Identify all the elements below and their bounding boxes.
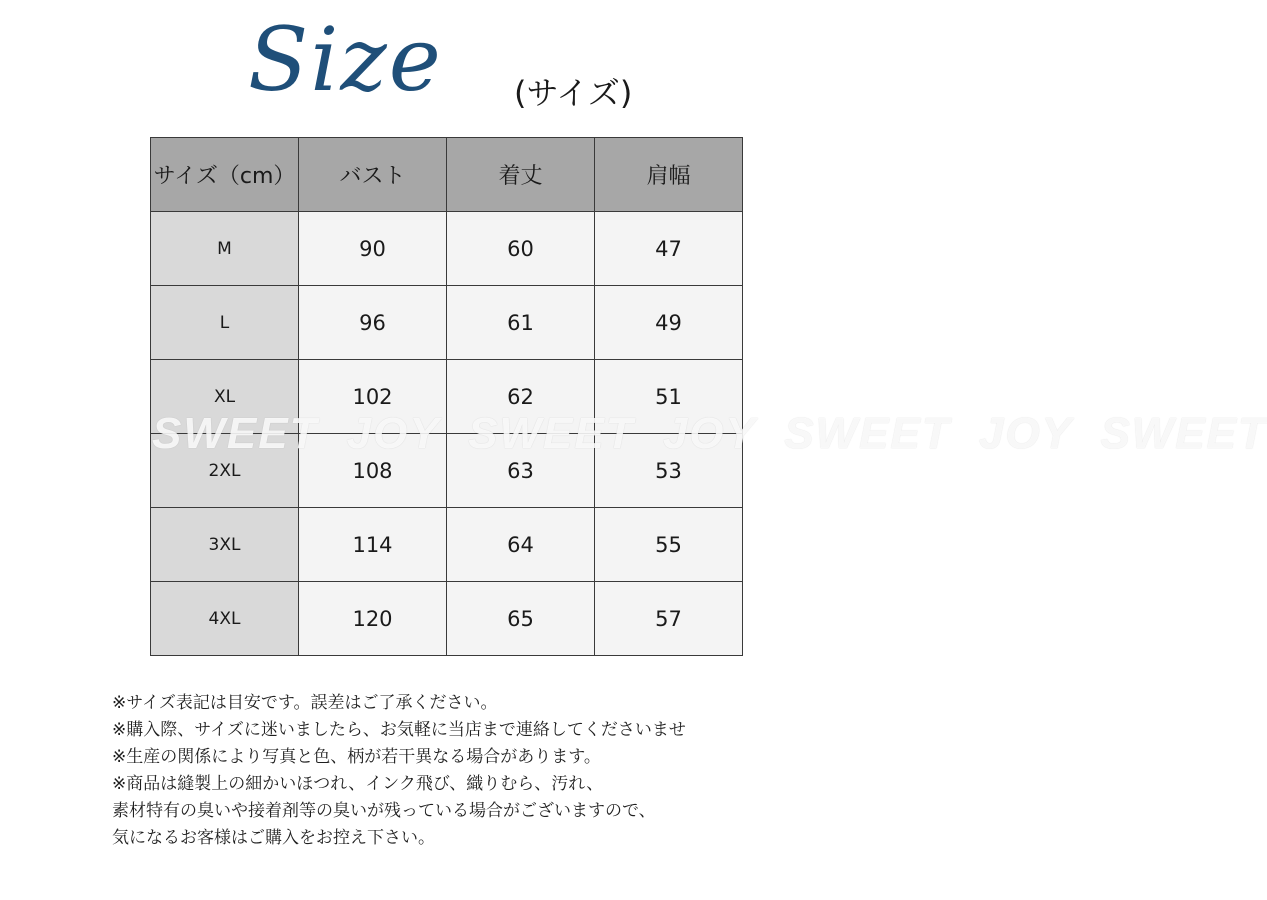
title-subtitle: (サイズ) <box>514 74 633 112</box>
table-row <box>151 434 743 508</box>
table-row <box>151 286 743 360</box>
size-table <box>150 137 743 656</box>
table-row <box>151 360 743 434</box>
bust-cell: 108 <box>299 434 447 508</box>
size-cell: 4XL <box>151 582 299 656</box>
shoulder-cell: 53 <box>595 434 743 508</box>
header-length: 着丈 <box>447 138 595 212</box>
header-size: サイズ（cm） <box>151 138 299 212</box>
header-bust: バスト <box>299 138 447 212</box>
note-line: ※商品は縫製上の細かいほつれ、インク飛び、織りむら、汚れ、 <box>112 774 604 794</box>
note-line: ※生産の関係により写真と色、柄が若干異なる場合があります。 <box>112 747 601 767</box>
note-line: ※購入際、サイズに迷いましたら、お気軽に当店まで連絡してくださいませ <box>112 720 686 740</box>
bust-cell: 114 <box>299 508 447 582</box>
table-row <box>151 582 743 656</box>
length-cell: 65 <box>447 582 595 656</box>
size-cell: XL <box>151 360 299 434</box>
title <box>248 4 668 116</box>
header-shoulder: 肩幅 <box>595 138 743 212</box>
table-header-row <box>151 138 743 212</box>
bust-cell: 96 <box>299 286 447 360</box>
table-row <box>151 212 743 286</box>
bust-cell: 102 <box>299 360 447 434</box>
shoulder-cell: 57 <box>595 582 743 656</box>
notes <box>112 690 852 852</box>
shoulder-cell: 47 <box>595 212 743 286</box>
size-cell: L <box>151 286 299 360</box>
shoulder-cell: 55 <box>595 508 743 582</box>
size-cell: M <box>151 212 299 286</box>
length-cell: 62 <box>447 360 595 434</box>
title-logo: Size <box>248 8 443 111</box>
length-cell: 63 <box>447 434 595 508</box>
length-cell: 61 <box>447 286 595 360</box>
shoulder-cell: 49 <box>595 286 743 360</box>
table-row <box>151 508 743 582</box>
size-cell: 2XL <box>151 434 299 508</box>
note-line: 気になるお客様はご購入をお控え下さい。 <box>112 828 435 848</box>
note-line: 素材特有の臭いや接着剤等の臭いが残っている場合がございますので、 <box>112 801 656 821</box>
bust-cell: 120 <box>299 582 447 656</box>
note-line: ※サイズ表記は目安です。誤差はご了承ください。 <box>112 693 498 713</box>
length-cell: 60 <box>447 212 595 286</box>
watermark: SWEET JOY SWEET JOY SWEET JOY SWEET <box>152 409 1267 458</box>
length-cell: 64 <box>447 508 595 582</box>
shoulder-cell: 51 <box>595 360 743 434</box>
size-cell: 3XL <box>151 508 299 582</box>
bust-cell: 90 <box>299 212 447 286</box>
